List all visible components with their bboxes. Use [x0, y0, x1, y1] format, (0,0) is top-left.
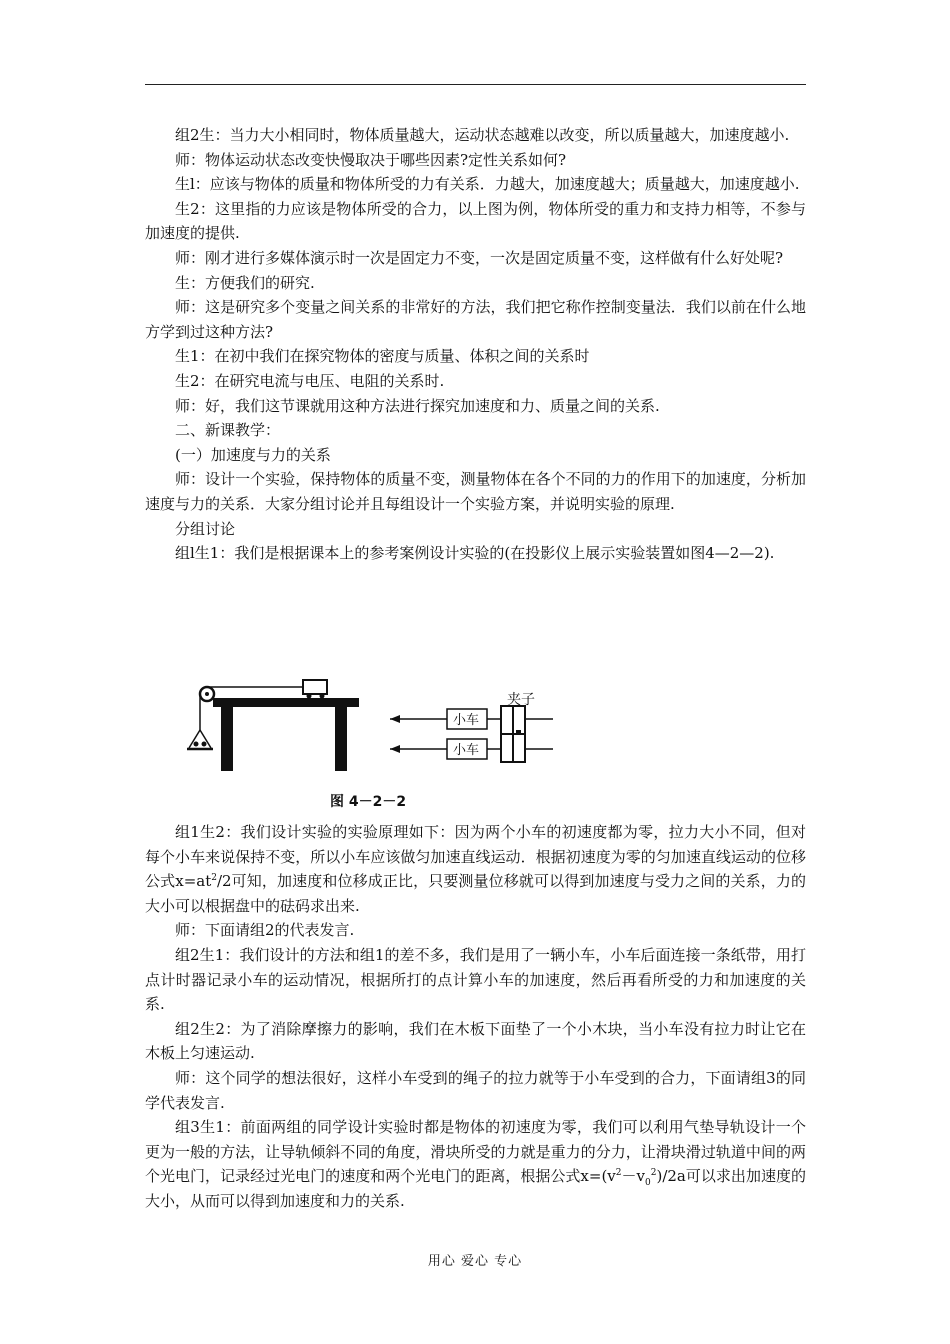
paragraph: 生：方便我们的研究. [175, 273, 315, 292]
subsection-heading: (一）加速度与力的关系 [175, 445, 331, 464]
paragraph: 师：这个同学的想法很好，这样小车受到的绳子的拉力就等于小车受到的合力，下面请组3的同学代表发言. [145, 1068, 806, 1112]
table-setup [187, 680, 359, 771]
subscript: 0 [645, 1178, 651, 1189]
paragraph: 组2生1：我们设计的方法和组1的差不多，我们是用了一辆小车，小车后面连接一条纸带，用打点计时器记录小车的运动情况，根据所打的点计算小车的加速度，然后再看所受的力和加速度的关系. [145, 945, 806, 1014]
paragraph [145, 820, 806, 918]
clamp-label: 夹子 [507, 692, 535, 708]
superscript: 2 [211, 873, 217, 884]
paragraph: 组l生1：我们是根据课本上的参考案例设计实验的(在投影仪上展示实验装置如图4—2—2). [175, 544, 775, 563]
page-footer: 用心 爱心 专心 [427, 1254, 523, 1269]
superscript: 2 [650, 1168, 657, 1179]
figure-caption: 图 4－2－2 [330, 794, 407, 810]
cart-label-top: 小车 [453, 713, 480, 728]
text-run: 组3生1：前面两组的同学设计实验时都是物体的初速度为零，我们可以利用气垫导轨设计一个更为一般的方法，让导轨倾斜不同的角度，滑块所受的力就是重力的分力，让滑块滑过轨道中间的两个光电门，记录经过光电门的速度和两个光电门的距离，根据公式x=(v [145, 1118, 806, 1186]
cart-label-bottom: 小车 [453, 743, 480, 758]
text-run: )/2a可以求出加速度的大小，从而可以得到加速度和力的关系. [145, 1167, 806, 1210]
paragraph: 师：好，我们这节课就用这种方法进行探究加速度和力、质量之间的关系. [175, 396, 660, 415]
body-text-top [145, 123, 806, 566]
apparatus-diagram [185, 672, 555, 812]
superscript: 2 [615, 1168, 622, 1179]
paragraph: 师：这是研究多个变量之间关系的非常好的方法，我们把它称作控制变量法．我们以前在什么地方学到过这种方法? [145, 298, 806, 341]
body-text-bottom [145, 820, 806, 1214]
paragraph: 师：设计一个实验，保持物体的质量不变，测量物体在各个不同的力的作用下的加速度，分析加速度与力的关系．大家分组讨论并且每组设计一个实验方案，并说明实验的原理. [145, 470, 806, 513]
text-run: /2可知，加速度和位移成正比，只要测量位移就可以得到加速度与受力之间的关系，力的大小可以根据盘中的砝码求出来. [145, 872, 806, 915]
paragraph: 生l：应该与物体的质量和物体所受的力有关系．力越大，加速度越大；质量越大，加速度越小. [175, 175, 800, 194]
text-run: 组1生2：我们设计实验的实验原理如下：因为两个小车的初速度都为零，拉力大小不同，但对每个小车来说保持不变，所以小车应该做匀加速直线运动．根据初速度为零的匀加速直线运动的位移公式x=at [145, 823, 806, 891]
paragraph: 师：下面请组2的代表发言. [175, 921, 355, 940]
text-run: －v [621, 1167, 646, 1186]
paragraph: 组2生2：为了消除摩擦力的影响，我们在木板下面垫了一个小木块，当小车没有拉力时让它在木板上匀速运动. [145, 1019, 806, 1063]
paragraph: 生1：在初中我们在探究物体的密度与质量、体积之间的关系时 [175, 347, 590, 366]
paragraph: 师：刚才进行多媒体演示时一次是固定力不变，一次是固定质量不变，这样做有什么好处呢? [175, 248, 784, 267]
paragraph: 师：物体运动状态改变快慢取决于哪些因素?定性关系如何? [175, 150, 567, 169]
paragraph: 生2：在研究电流与电压、电阻的关系时. [175, 371, 445, 390]
paragraph: 生2：这里指的力应该是物体所受的合力，以上图为例，物体所受的重力和支持力相等，不参与加速度的提供. [145, 199, 806, 243]
paragraph: 分组讨论 [175, 519, 236, 538]
experiment-figure [185, 672, 555, 812]
paragraph [145, 1115, 806, 1213]
header-rule [145, 84, 806, 85]
paragraph: 组2生：当力大小相同时，物体质量越大，运动状态越难以改变，所以质量越大，加速度越小. [175, 126, 790, 144]
section-heading: 二、新课教学： [175, 421, 281, 440]
